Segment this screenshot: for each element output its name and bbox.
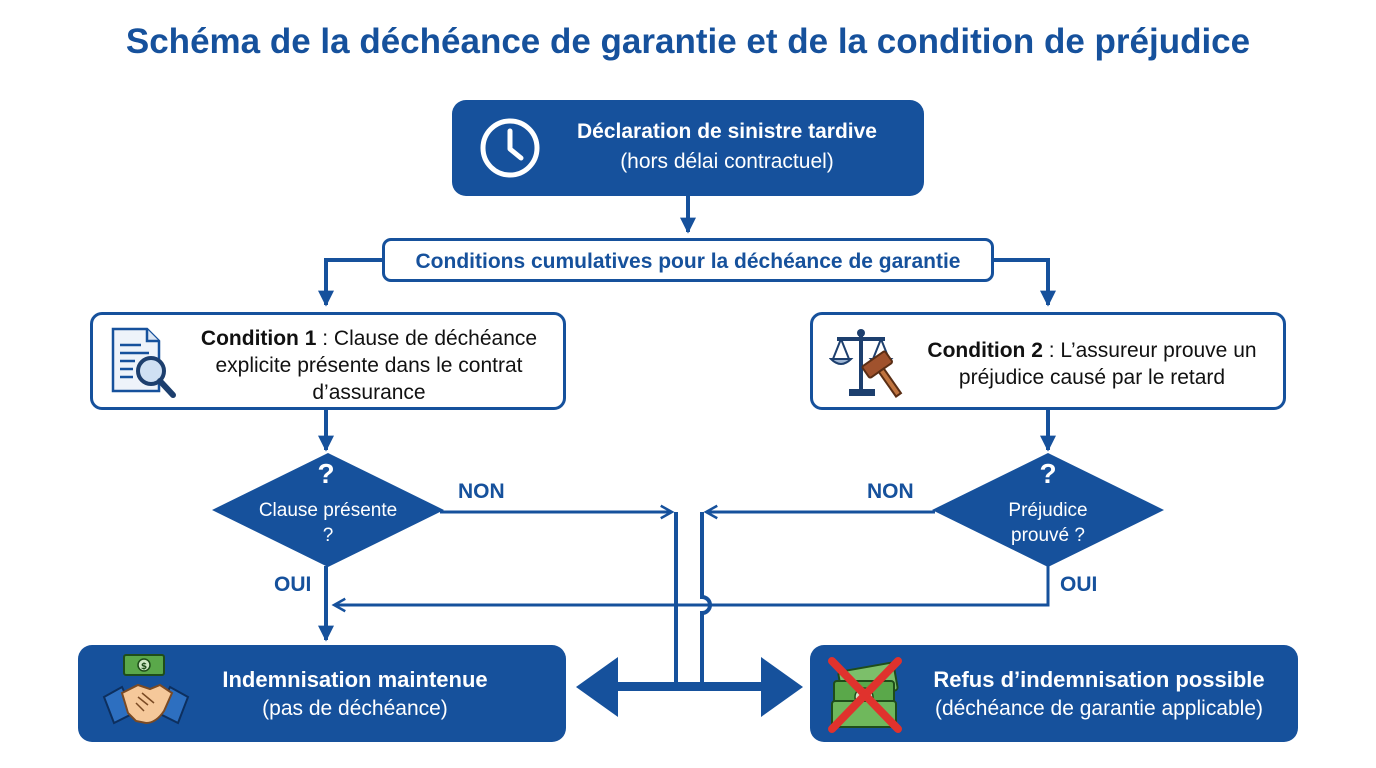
label-non-right: NON <box>867 480 914 503</box>
condition2-text <box>913 337 1271 391</box>
outcome-left-box <box>78 645 566 742</box>
decision1-line2: ? <box>322 525 334 546</box>
decision1-question-mark: ? <box>317 458 335 489</box>
decision2-line1: Préjudice <box>1008 500 1088 521</box>
outcome-right-subtitle: (déchéance de garantie applicable) <box>934 697 1264 720</box>
label-oui-right: OUI <box>1060 573 1098 596</box>
handshake-money-icon <box>102 653 192 740</box>
clock-icon <box>478 116 542 185</box>
arrow-oui-right <box>334 566 1048 605</box>
decision1-line1: Clause présente <box>258 500 398 521</box>
document-magnifier-icon <box>105 325 181 406</box>
double-arrow-outcomes <box>576 657 803 717</box>
conditions-header-text: Conditions cumulatives pour la déchéance de garantie <box>415 250 961 273</box>
outcome-right-box <box>810 645 1298 742</box>
condition2-box <box>810 312 1286 410</box>
svg-text:$: $ <box>140 662 148 672</box>
condition2-sep: : <box>1042 339 1061 362</box>
condition1-text-a: Clause de déchéance <box>333 327 538 350</box>
start-subtitle: (hors délai contractuel) <box>620 150 834 173</box>
conditions-header <box>382 238 994 282</box>
condition2-text-b: préjudice causé par le retard <box>958 366 1226 389</box>
condition1-sep: : <box>316 327 334 350</box>
decision2-question-mark: ? <box>1039 458 1057 489</box>
condition1-label: Condition 1 <box>200 327 317 350</box>
condition1-text-b: explicite présente dans le contrat <box>215 354 523 377</box>
condition2-label: Condition 2 <box>927 339 1043 362</box>
arrow-header-to-condition2 <box>994 260 1048 305</box>
condition1-box <box>90 312 566 410</box>
condition1-text-c: d’assurance <box>312 381 426 404</box>
condition1-text <box>189 325 549 406</box>
start-title: Déclaration de sinistre tardive <box>577 120 877 143</box>
start-box <box>452 100 924 196</box>
outcome-right-title: Refus d’indemnisation possible <box>933 667 1265 692</box>
crossed-money-icon <box>826 657 906 738</box>
scales-gavel-icon <box>829 323 909 408</box>
label-oui-left: OUI <box>274 573 312 596</box>
decision2-line2: prouvé ? <box>1011 525 1085 546</box>
diagram-title: Schéma de la déchéance de garantie et de la condition de préjudice <box>125 22 1251 61</box>
outcome-left-title: Indemnisation maintenue <box>222 667 488 692</box>
label-non-left: NON <box>458 480 505 503</box>
trunk-right <box>702 512 710 686</box>
outcome-left-subtitle: (pas de déchéance) <box>262 697 448 720</box>
arrow-header-to-condition1 <box>326 260 382 305</box>
condition2-text-a: L’assureur prouve un <box>1060 339 1257 362</box>
